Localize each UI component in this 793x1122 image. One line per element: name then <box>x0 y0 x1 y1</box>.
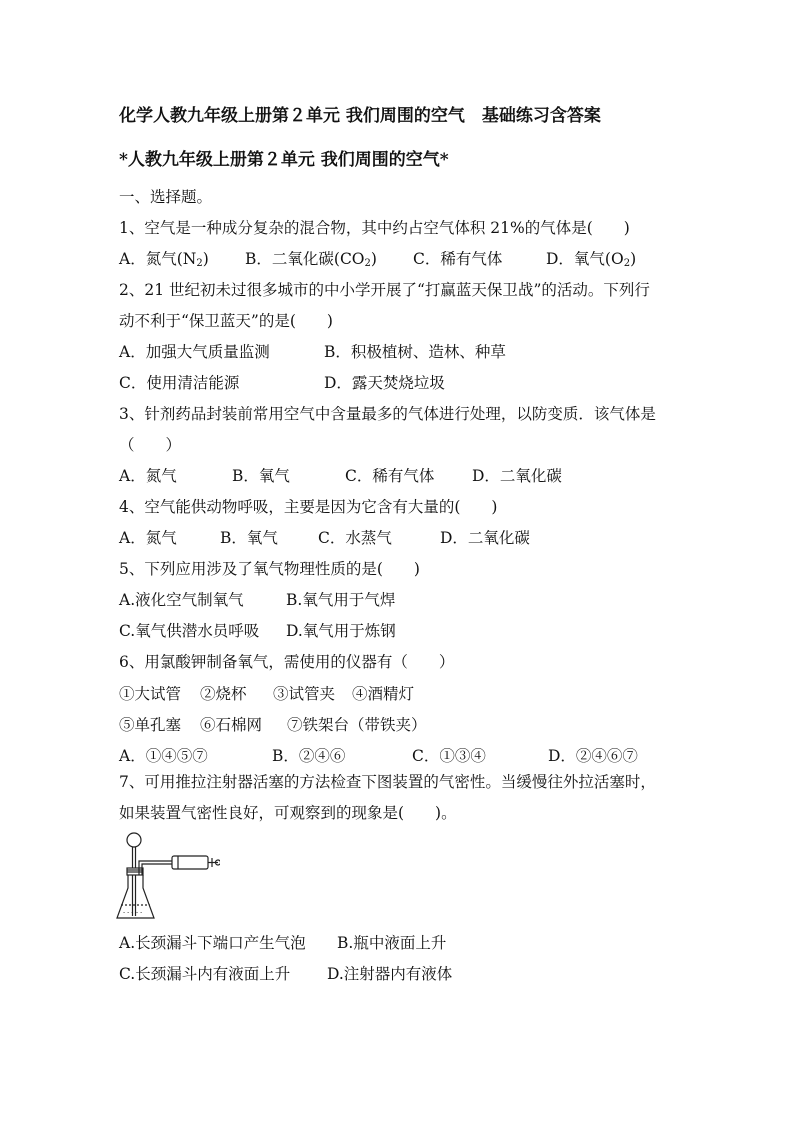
q4-option-c: C．水蒸气 <box>318 529 392 547</box>
q6-option-c: C．①③④ <box>412 747 486 765</box>
syringe-barrel <box>172 856 208 869</box>
q1-option-b: B．二氧化碳$(CO_2)$ <box>245 250 377 269</box>
q5-option-d: D.氧气用于炼钢 <box>286 622 396 640</box>
delivery-tube <box>139 861 172 875</box>
q7-option-a: A.长颈漏斗下端口产生气泡 <box>119 934 306 952</box>
q3-stem-line1: 3、针剂药品封装前常用空气中含量最多的气体进行处理，以防变质．该气体是 <box>119 405 656 423</box>
q3-option-a: A．氮气 <box>119 467 177 485</box>
section-heading: 一、选择题。 <box>119 188 213 206</box>
q2-option-a: A．加强大气质量监测 <box>119 343 270 361</box>
q1-option-c: C．稀有气体 <box>413 250 503 268</box>
q2-stem-line1: 2、21 世纪初未过很多城市的中小学开展了“打赢蓝天保卫战”的活动。下列行 <box>119 281 650 299</box>
q6-option-b: B．②④⑥ <box>272 747 346 765</box>
q4-option-a: A．氮气 <box>119 529 177 547</box>
q6-item: ①大试管 <box>119 685 182 703</box>
q7-stem-line2: 如果装置气密性良好，可观察到的现象是( )。 <box>119 804 457 822</box>
q6-item: ③试管夹 <box>273 685 336 703</box>
q6-item: ⑦铁架台（带铁夹） <box>287 716 427 734</box>
q6-item: ⑤单孔塞 <box>119 716 182 734</box>
q2-option-b: B．积极植树、造林、种草 <box>324 343 506 361</box>
q3-option-c: C．稀有气体 <box>345 467 435 485</box>
q5-option-a: A.液化空气制氧气 <box>119 591 244 609</box>
q4-option-d: D．二氧化碳 <box>440 529 530 547</box>
q3-option-d: D．二氧化碳 <box>472 467 562 485</box>
q6-stem: 6、用氯酸钾制备氧气，需使用的仪器有（ ） <box>119 653 455 671</box>
q2-stem-line2: 动不利于“保卫蓝天”的是( ) <box>119 312 333 330</box>
q4-stem: 4、空气能供动物呼吸，主要是因为它含有大量的( ) <box>119 498 498 516</box>
q7-option-c: C.长颈漏斗内有液面上升 <box>119 965 291 983</box>
q2-option-c: C．使用清洁能源 <box>119 374 240 392</box>
q7-option-d: D.注射器内有液体 <box>327 965 453 983</box>
q5-option-c: C.氧气供潜水员呼吸 <box>119 622 260 640</box>
document-title: 化学人教九年级上册第２单元 我们周围的空气 基础练习含答案 <box>119 106 601 126</box>
q3-stem-line2: （ ） <box>119 436 182 454</box>
funnel-bulb <box>127 833 141 847</box>
apparatus-diagram <box>114 828 220 924</box>
q1-option-d: D．氧气$(O_2)$ <box>546 250 637 269</box>
q2-option-d: D．露天焚烧垃圾 <box>324 374 445 392</box>
svg-text:- -: - - <box>136 909 143 916</box>
document-subtitle: *人教九年级上册第２单元 我们周围的空气* <box>119 150 449 170</box>
q4-option-b: B．氧气 <box>220 529 278 547</box>
q6-item: ④酒精灯 <box>352 685 415 703</box>
q3-option-b: B．氧气 <box>232 467 290 485</box>
q1-option-a: A．氮气$(N_2)$ <box>119 250 209 269</box>
q5-stem: 5、下列应用涉及了氧气物理性质的是( ) <box>119 560 420 578</box>
q5-option-b: B.氧气用于气焊 <box>286 591 396 609</box>
q6-item: ⑥石棉网 <box>200 716 263 734</box>
q6-item: ②烧杯 <box>200 685 247 703</box>
q7-option-b: B.瓶中液面上升 <box>337 934 447 952</box>
q6-option-d: D．②④⑥⑦ <box>548 747 638 765</box>
svg-text:- - -: - - - <box>123 909 134 916</box>
q1-stem: 1、空气是一种成分复杂的混合物，其中约占空气体积 21%的气体是( ) <box>119 219 630 237</box>
q6-option-a: A．①④⑤⑦ <box>119 747 208 765</box>
q7-stem-line1: 7、可用推拉注射器活塞的方法检查下图装置的气密性。当缓慢往外拉活塞时， <box>119 773 656 791</box>
